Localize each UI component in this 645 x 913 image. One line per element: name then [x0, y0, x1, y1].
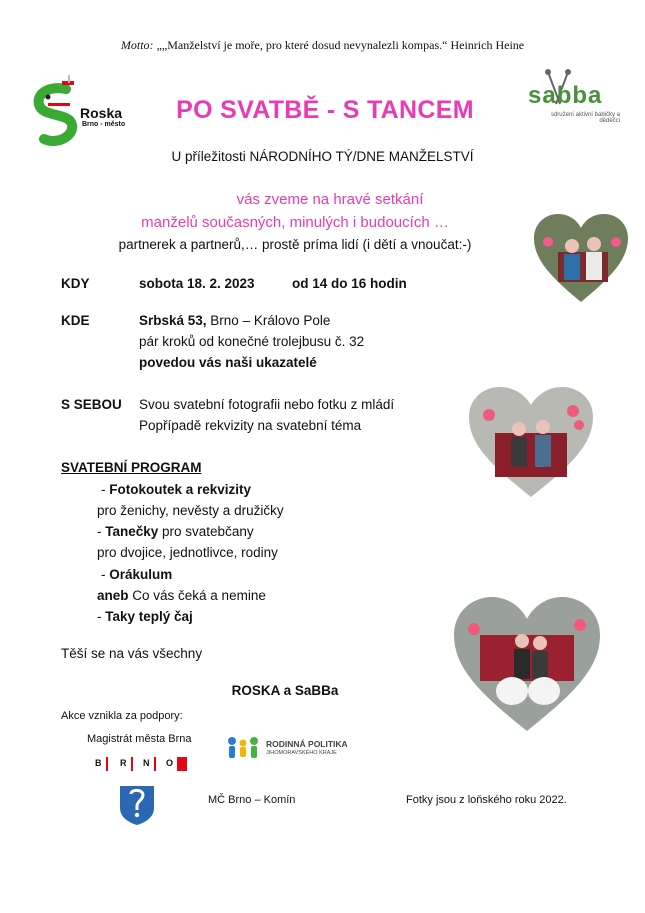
brno-letter: B [95, 758, 102, 768]
program-item-2 [97, 524, 254, 539]
rodinna-sub: JIHOMORAVSKÉHO KRAJE [266, 750, 337, 756]
closing-text: Těší se na vás všechny [61, 646, 203, 661]
brno-bar [131, 757, 133, 771]
motto [0, 38, 645, 53]
kde-line-3: povedou vás naši ukazatelé [139, 355, 317, 370]
program-item-4 [97, 609, 193, 624]
brno-block [177, 757, 187, 771]
brno-letter: R [120, 758, 127, 768]
program-item-3-desc [97, 588, 266, 603]
kdy-label: KDY [61, 276, 90, 291]
program-dash: - [101, 482, 110, 497]
support-heading: Akce vznikla za podpory: [61, 710, 183, 722]
family-figures-icon [226, 735, 264, 763]
motto-prefix: Motto: [120, 38, 154, 52]
rodinna-politika-logo [226, 735, 356, 765]
kde-line-2: pár kroků od konečné trolejbusu č. 32 [139, 334, 365, 349]
program-dash: - [97, 524, 106, 539]
kdy-time: od 14 do 16 hodin [292, 276, 407, 291]
sebou-line-2: Popřípadě rekvizity na svatební téma [139, 418, 362, 433]
program-item-2-desc: pro dvojice, jednotlivce, rodiny [97, 545, 278, 560]
kdy-date: sobota 18. 2. 2023 [139, 276, 255, 291]
brno-logo [95, 755, 187, 775]
roska-logo [26, 75, 136, 155]
program-item-3-bold: Orákulum [109, 567, 173, 582]
kde-street: Srbská 53, [139, 313, 207, 328]
brno-letter: N [143, 758, 150, 768]
sebou-line-1: Svou svatební fotografii nebo fotku z mládí [139, 397, 395, 412]
photos-note: Fotky jsou z loňského roku 2022. [406, 794, 567, 806]
invite-line-1: vás zveme na hravé setkání [236, 191, 424, 208]
sabba-logo [528, 68, 623, 128]
heart-photo-3 [452, 595, 602, 733]
sebou-label: S SEBOU [61, 397, 122, 412]
program-item-2-bold: Tanečky [105, 524, 159, 539]
kde-address [139, 313, 330, 328]
program-item-1-bold: Fotokoutek a rekvizity [109, 482, 252, 497]
program-item-3 [101, 567, 172, 582]
brno-bar [106, 757, 108, 771]
kde-label: KDE [61, 313, 90, 328]
roska-sub: Brno - město [82, 121, 126, 128]
program-item-3-aneb: aneb [97, 588, 129, 603]
program-dash: - [101, 567, 110, 582]
roska-name: Roska [80, 105, 123, 121]
program-item-1-desc: pro ženichy, nevěsty a družičky [97, 503, 284, 518]
mc-komin-label: MČ Brno – Komín [208, 794, 296, 806]
program-item-1 [101, 482, 251, 497]
program-heading: SVATEBNÍ PROGRAM [61, 460, 202, 475]
komin-coat-of-arms [118, 784, 156, 826]
coat-of-arms-icon [118, 784, 156, 826]
program-dash: - [97, 609, 106, 624]
program-item-3-rest: Co vás čeká a nemine [128, 588, 266, 603]
sabba-name: sabba [528, 82, 603, 109]
magistrat-label: Magistrát města Brna [87, 733, 192, 745]
rodinna-title: RODINNÁ POLITIKA [266, 739, 348, 749]
invite-line-3: partnerek a partnerů,… prostě príma lidí (i dětí a vnoučat:-) [118, 237, 472, 252]
heart-photo-1 [532, 212, 630, 304]
program-item-2-rest: pro svatebčany [158, 524, 254, 539]
invite-line-2: manželů současných, minulých i budoucích … [141, 214, 449, 231]
motto-text: „„Manželství je moře, pro které dosud nevynalezli kompas.“ Heinrich Heine [156, 38, 525, 52]
organizers: ROSKA a SaBBa [231, 683, 339, 698]
kde-city: Brno – Královo Pole [206, 313, 331, 328]
program-item-4-bold: Taky teplý čaj [105, 609, 193, 624]
sabba-sub: sdružení aktivní babičky a dědečci [550, 112, 620, 124]
brno-bar [154, 757, 156, 771]
page-title: PO SVATBĚ - S TANCEM [176, 96, 474, 124]
heart-photo-2 [467, 385, 595, 499]
brno-letter: O [166, 758, 174, 768]
subtitle: U příležitosti NÁRODNÍHO TÝ/DNE MANŽELSTVÍ [171, 149, 474, 164]
